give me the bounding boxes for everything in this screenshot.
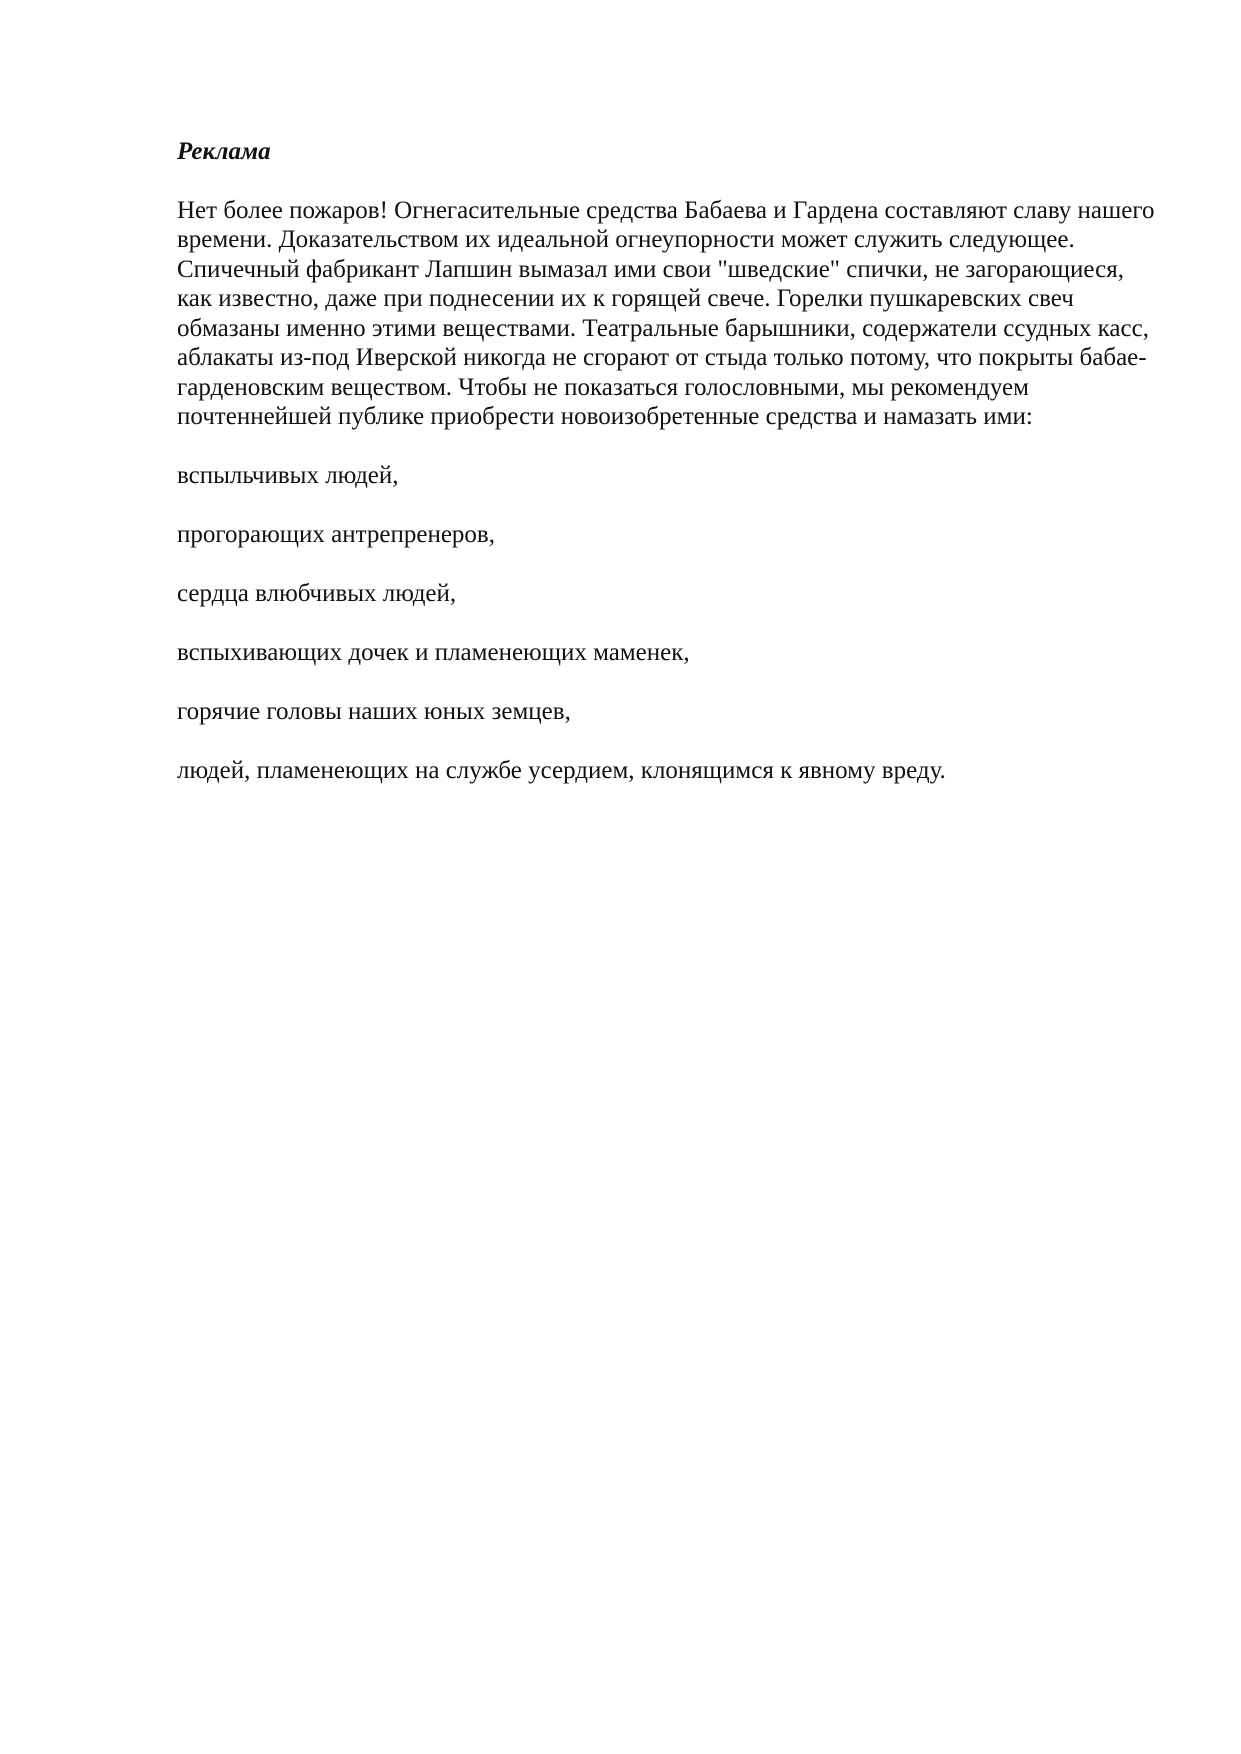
document-body xyxy=(177,137,1157,815)
recommendation-item: вспыльчивых людей, xyxy=(177,461,399,489)
recommendation-item: горячие головы наших юных земцев, xyxy=(177,697,571,725)
recommendation-item: вспыхивающих дочек и пламенеющих маменек, xyxy=(177,638,690,666)
recommendation-item: сердца влюбчивых людей, xyxy=(177,579,457,607)
recommendation-item: людей, пламенеющих на службе усердием, клонящимся к явному вреду. xyxy=(177,756,946,784)
advertisement-paragraph: Нет более пожаров! Огнегасительные средства Бабаева и Гардена составляют славу нашего времени. Доказательством их идеальной огнеупорности может служить следующее. Спичечный фабрикант Лапшин вымазал ими свои "шведские" спички, не загорающиеся, как известно, даже при поднесении их к горящей свече. Горелки пушкаревских свеч обмазаны именно этими веществами. Театральные барышники, содержатели ссудных касс, аблакаты из-под Иверской никогда не сгорают от стыда только потому, что покрыты бабае-гарденовским веществом. Чтобы не показаться голословными, мы рекомендуем почтеннейшей публике приобрести новоизобретенные средства и намазать ими: xyxy=(177,196,1155,430)
recommendation-item: прогорающих антрепренеров, xyxy=(177,520,495,548)
page-title: Реклама xyxy=(177,138,271,165)
